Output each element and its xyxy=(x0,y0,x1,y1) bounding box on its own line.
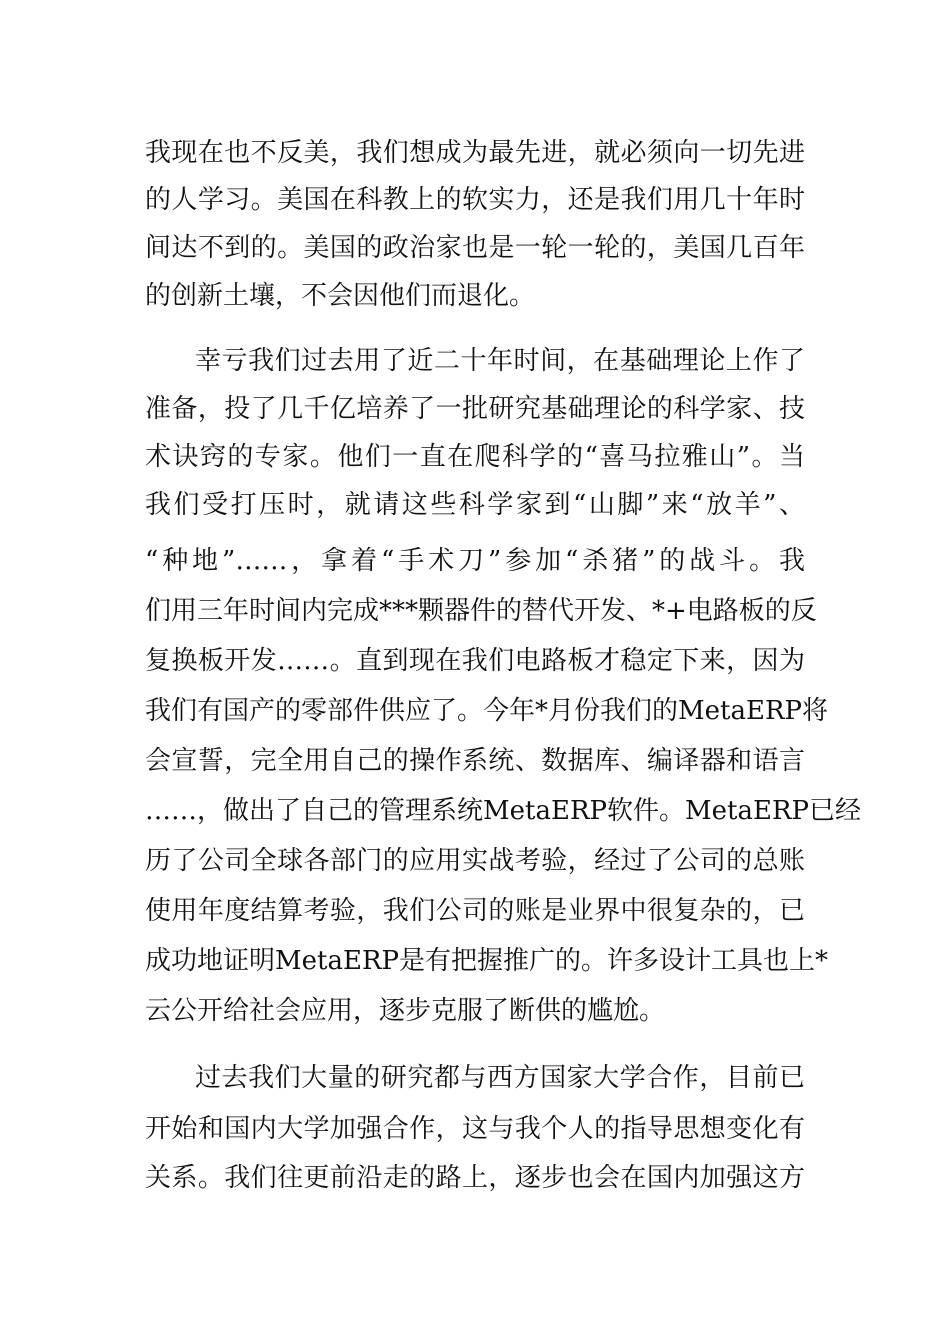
text-line: 间达不到的。美国的政治家也是一轮一轮的，美国几百年 xyxy=(145,233,805,263)
text-line: 历了公司全球各部门的应用实战考验，经过了公司的总账 xyxy=(145,846,805,876)
text-line: 我们有国产的零部件供应了。今年*月份我们的MetaERP将 xyxy=(145,696,829,726)
text-line: 云公开给社会应用，逐步克服了断供的尴尬。 xyxy=(145,996,666,1026)
text-line: 会宣誓，完全用自己的操作系统、数据库、编译器和语言 xyxy=(145,746,805,776)
text-line: “种地”……，拿着“手术刀”参加“杀猪”的战斗。我 xyxy=(145,546,805,576)
text-line: 准备，投了几千亿培养了一批研究基础理论的科学家、技 xyxy=(145,394,805,424)
text-line: 开始和国内大学加强合作，这与我个人的指导思想变化有 xyxy=(145,1114,805,1144)
text-line: 成功地证明MetaERP是有把握推广的。许多设计工具也上* xyxy=(145,946,829,976)
text-line: 使用年度结算考验，我们公司的账是业界中很复杂的，已 xyxy=(145,896,805,926)
text-line: 的创新土壤，不会因他们而退化。 xyxy=(145,281,536,311)
paragraph-first-line: 过去我们大量的研究都与西方国家大学合作，目前已 xyxy=(195,1063,805,1093)
text-line: 关系。我们往更前沿走的路上，逐步也会在国内加强这方 xyxy=(145,1163,805,1193)
text-line: 术诀窍的专家。他们一直在爬科学的“喜马拉雅山”。当 xyxy=(145,442,805,472)
text-line: 我们受打压时，就请这些科学家到“山脚”来“放羊”、 xyxy=(145,490,805,520)
text-line: 的人学习。美国在科教上的软实力，还是我们用几十年时 xyxy=(145,185,805,215)
text-line: 复换板开发……。直到现在我们电路板才稳定下来，因为 xyxy=(145,646,805,676)
text-line: ……，做出了自己的管理系统MetaERP软件。MetaERP已经 xyxy=(145,796,862,826)
paragraph-first-line: 幸亏我们过去用了近二十年时间，在基础理论上作了 xyxy=(195,346,805,376)
text-line: 们用三年时间内完成***颗器件的替代开发、*+电路板的反 xyxy=(145,596,817,626)
text-line: 我现在也不反美，我们想成为最先进，就必须向一切先进 xyxy=(145,138,805,168)
